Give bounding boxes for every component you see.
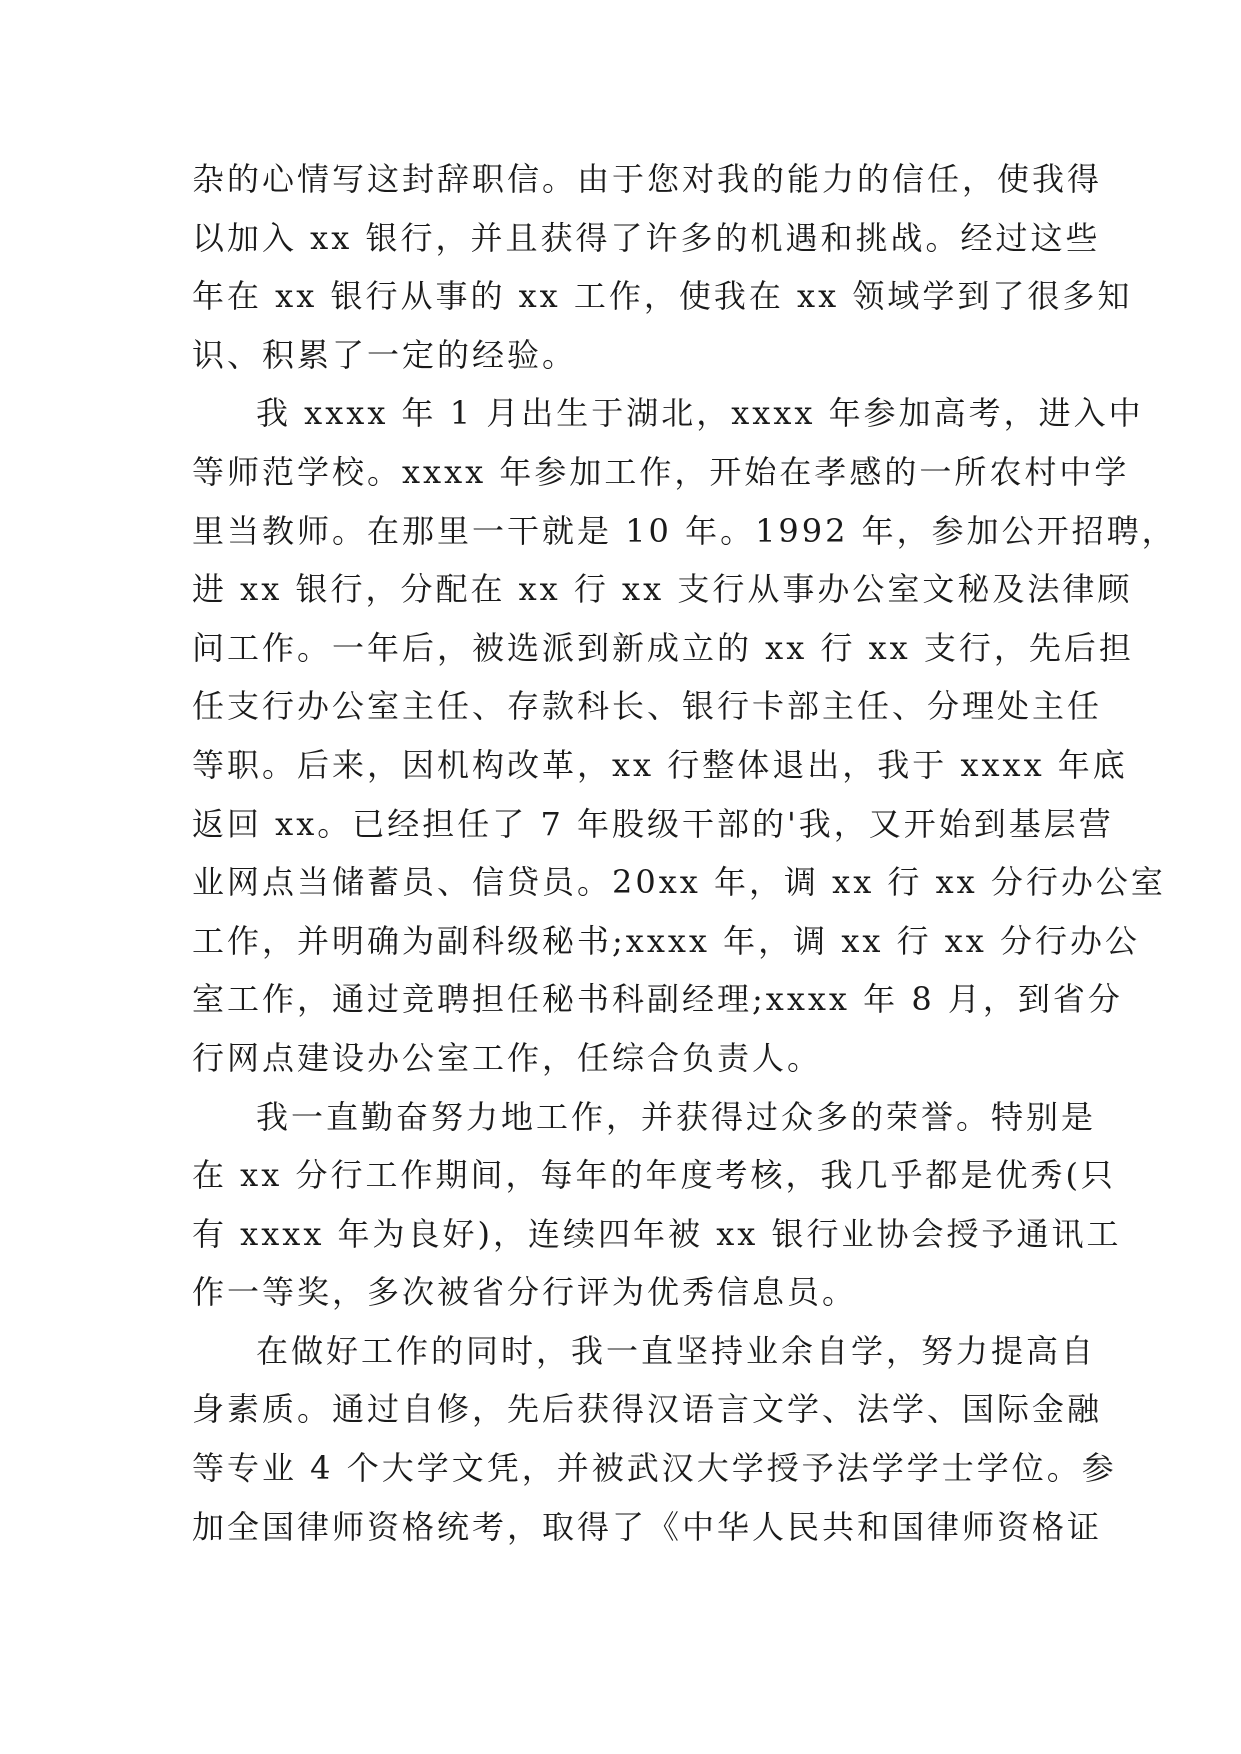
text-line: 作一等奖，多次被省分行评为优秀信息员。: [192, 1273, 858, 1312]
text-line: 工作，并明确为副科级秘书;xxxx 年，调 xx 行 xx 分行办公: [192, 921, 1141, 960]
paragraph-start-line: 我一直勤奋努力地工作，并获得过众多的荣誉。特别是: [256, 1097, 1097, 1136]
paragraph-start-line: 在做好工作的同时，我一直坚持业余自学，努力提高自: [256, 1331, 1097, 1370]
text-line: 识、积累了一定的经验。: [192, 335, 578, 374]
text-line: 里当教师。在那里一干就是 10 年。1992 年，参加公开招聘，: [192, 511, 1177, 550]
text-line: 室工作，通过竞聘担任秘书科副经理;xxxx 年 8 月，到省分: [192, 980, 1123, 1019]
text-line: 行网点建设办公室工作，任综合负责人。: [192, 1038, 823, 1077]
text-line: 年在 xx 银行从事的 xx 工作，使我在 xx 领域学到了很多知: [192, 277, 1133, 316]
text-line: 以加入 xx 银行，并且获得了许多的机遇和挑战。经过这些: [192, 218, 1101, 257]
text-line: 杂的心情写这封辞职信。由于您对我的能力的信任，使我得: [192, 160, 1103, 198]
text-line: 返回 xx。已经担任了 7 年股级干部的'我，又开始到基层营: [192, 804, 1114, 843]
text-line: 在 xx 分行工作期间，每年的年度考核，我几乎都是优秀(只: [192, 1156, 1116, 1195]
text-line: 进 xx 银行，分配在 xx 行 xx 支行从事办公室文秘及法律顾: [192, 570, 1133, 609]
text-line: 有 xxxx 年为良好)，连续四年被 xx 银行业协会授予通讯工: [192, 1214, 1122, 1253]
text-line: 加全国律师资格统考，取得了《中华人民共和国律师资格证: [192, 1507, 1103, 1546]
text-line: 等师范学校。xxxx 年参加工作，开始在孝感的一所农村中学: [192, 452, 1130, 491]
text-line: 身素质。通过自修，先后获得汉语言文学、法学、国际金融: [192, 1390, 1103, 1429]
text-line: 等专业 4 个大学文凭，并被武汉大学授予法学学士学位。参: [192, 1449, 1117, 1488]
text-line: 任支行办公室主任、存款科长、银行卡部主任、分理处主任: [192, 687, 1103, 726]
paragraph-start-line: 我 xxxx 年 1 月出生于湖北，xxxx 年参加高考，进入中: [256, 394, 1144, 433]
text-line: 问工作。一年后，被选派到新成立的 xx 行 xx 支行，先后担: [192, 628, 1134, 667]
text-line: 业网点当储蓄员、信贷员。20xx 年，调 xx 行 xx 分行办公室: [192, 863, 1166, 902]
letter-body: [192, 150, 1177, 1556]
text-line: 等职。后来，因机构改革，xx 行整体退出，我于 xxxx 年底: [192, 745, 1128, 784]
